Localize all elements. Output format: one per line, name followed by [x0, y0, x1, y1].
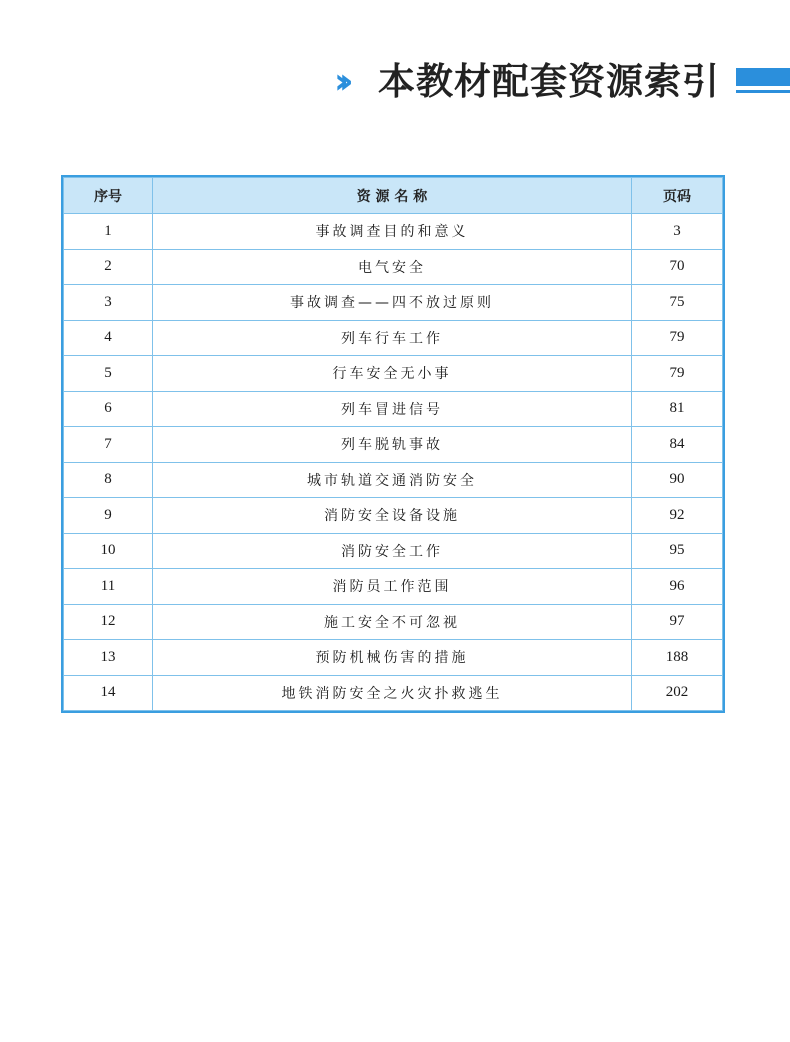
column-header-index: 序号	[64, 178, 153, 214]
page-number: 81	[632, 391, 723, 427]
resource-name: 消防安全工作	[153, 533, 632, 569]
row-index: 14	[64, 675, 153, 711]
page-number: 84	[632, 427, 723, 463]
row-index: 7	[64, 427, 153, 463]
page-number: 79	[632, 320, 723, 356]
table-row	[64, 462, 723, 498]
table-row	[64, 427, 723, 463]
resource-name: 列车行车工作	[153, 320, 632, 356]
resource-index-table	[61, 175, 725, 713]
page-number: 95	[632, 533, 723, 569]
row-index: 9	[64, 498, 153, 534]
row-index: 5	[64, 356, 153, 392]
page-number: 202	[632, 675, 723, 711]
title-accent-bar	[736, 68, 790, 86]
resource-name: 事故调查目的和意义	[153, 214, 632, 250]
table-row	[64, 249, 723, 285]
table-row	[64, 356, 723, 392]
page-number: 75	[632, 285, 723, 321]
table-row	[64, 498, 723, 534]
page-number: 79	[632, 356, 723, 392]
page-number: 96	[632, 569, 723, 605]
resource-name: 消防员工作范围	[153, 569, 632, 605]
title-accent-line	[736, 90, 790, 93]
table-row	[64, 214, 723, 250]
resource-name: 行车安全无小事	[153, 356, 632, 392]
row-index: 3	[64, 285, 153, 321]
row-index: 2	[64, 249, 153, 285]
page-number: 90	[632, 462, 723, 498]
page-number: 3	[632, 214, 723, 250]
table-row	[64, 533, 723, 569]
page-number: 188	[632, 640, 723, 676]
row-index: 11	[64, 569, 153, 605]
resource-name: 电气安全	[153, 249, 632, 285]
table-row	[64, 569, 723, 605]
row-index: 13	[64, 640, 153, 676]
page-number: 92	[632, 498, 723, 534]
table-row	[64, 320, 723, 356]
resource-name: 预防机械伤害的措施	[153, 640, 632, 676]
column-header-name: 资 源 名 称	[153, 178, 632, 214]
table-row	[64, 675, 723, 711]
resource-name: 地铁消防安全之火灾扑救逃生	[153, 675, 632, 711]
page-title: 本教材配套资源索引	[378, 60, 720, 103]
row-index: 6	[64, 391, 153, 427]
page-number: 70	[632, 249, 723, 285]
row-index: 1	[64, 214, 153, 250]
resource-name: 事故调查——四不放过原则	[153, 285, 632, 321]
double-chevron-right-icon: ››	[334, 61, 344, 102]
row-index: 10	[64, 533, 153, 569]
table-row	[64, 391, 723, 427]
table-row	[64, 285, 723, 321]
table-row	[64, 640, 723, 676]
column-header-page: 页码	[632, 178, 723, 214]
resource-name: 城市轨道交通消防安全	[153, 462, 632, 498]
resource-name: 施工安全不可忽视	[153, 604, 632, 640]
row-index: 8	[64, 462, 153, 498]
row-index: 4	[64, 320, 153, 356]
table-header-row	[64, 178, 723, 214]
resource-name: 列车脱轨事故	[153, 427, 632, 463]
page-header	[0, 56, 790, 110]
resource-name: 列车冒进信号	[153, 391, 632, 427]
resource-name: 消防安全设备设施	[153, 498, 632, 534]
page-number: 97	[632, 604, 723, 640]
row-index: 12	[64, 604, 153, 640]
table-row	[64, 604, 723, 640]
